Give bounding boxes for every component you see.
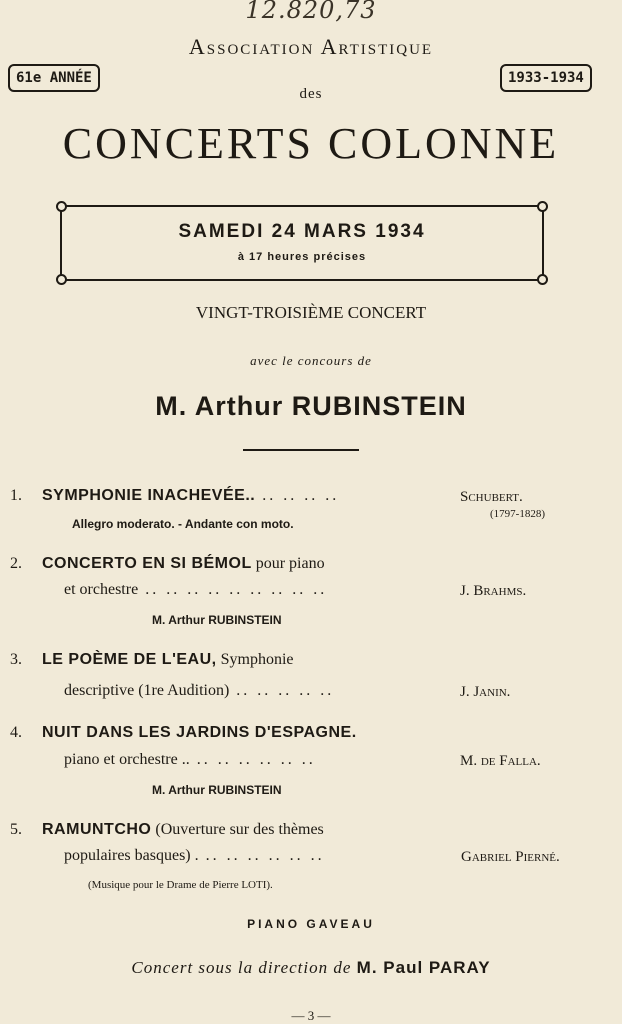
composer: J. Brahms. xyxy=(460,583,527,599)
program-item-title: CONCERTO EN SI BÉMOL pour piano xyxy=(42,555,325,572)
program-note: (Musique pour le Drame de Pierre LOTI). xyxy=(88,879,273,891)
page-title: CONCERTS COLONNE xyxy=(62,119,560,168)
program-item-title: SYMPHONIE INACHEVÉE.. .. .. .. .. xyxy=(42,487,340,504)
item-number: 2. xyxy=(10,555,22,572)
season-year-badge: 61e ANNÉE xyxy=(8,64,100,92)
composer: M. de Falla. xyxy=(460,753,541,769)
movement-list: Allegro moderato. - Andante con moto. xyxy=(72,517,294,531)
program-item-subtitle: et orchestre .. .. .. .. .. .. .. .. .. xyxy=(64,581,328,598)
composer: J. Janin. xyxy=(460,684,511,700)
item-number: 5. xyxy=(10,821,22,838)
composer: Gabriel Pierné. xyxy=(461,849,560,865)
piano-sponsor: PIANO GAVEAU xyxy=(247,917,375,931)
des-label: des xyxy=(299,86,323,102)
with-participation: avec le concours de xyxy=(250,353,372,368)
item-number: 1. xyxy=(10,487,22,504)
program-item-title: RAMUNTCHO (Ouverture sur des thèmes xyxy=(42,821,324,838)
soloist-credit: M. Arthur RUBINSTEIN xyxy=(152,783,282,797)
season-dates-badge: 1933-1934 xyxy=(500,64,592,92)
frame-corner-ornament xyxy=(56,274,67,285)
composer-dates: (1797-1828) xyxy=(490,508,545,520)
soloist-name: M. Arthur RUBINSTEIN xyxy=(155,391,467,421)
program-item-title: LE POÈME DE L'EAU, Symphonie xyxy=(42,651,294,668)
item-number: 4. xyxy=(10,724,22,741)
program-item-title: NUIT DANS LES JARDINS D'ESPAGNE. xyxy=(42,724,357,741)
composer: Schubert. xyxy=(460,489,523,505)
concert-date: SAMEDI 24 MARS 1934 xyxy=(178,221,426,242)
program-item-subtitle: piano et orchestre .. .. .. .. .. .. .. xyxy=(64,751,316,768)
archive-handwritten-number: 12.820,73 xyxy=(245,0,377,24)
date-frame xyxy=(60,205,544,281)
item-number: 3. xyxy=(10,651,22,668)
association-heading: Association Artistique xyxy=(188,34,434,59)
frame-corner-ornament xyxy=(537,274,548,285)
soloist-credit: M. Arthur RUBINSTEIN xyxy=(152,613,282,627)
program-item-subtitle: descriptive (1re Audition) .. .. .. .. .. xyxy=(64,682,335,699)
conductor-line: Concert sous la direction de M. Paul PARAY xyxy=(131,958,491,977)
program-item-subtitle: populaires basques) . .. .. .. .. .. .. xyxy=(64,847,325,864)
concert-hour: à 17 heures précises xyxy=(237,251,367,263)
frame-corner-ornament xyxy=(56,201,67,212)
frame-corner-ornament xyxy=(537,201,548,212)
divider xyxy=(243,449,359,451)
concert-number: VINGT-TROISIÈME CONCERT xyxy=(195,303,427,322)
page-number: — 3 — xyxy=(291,1008,331,1023)
